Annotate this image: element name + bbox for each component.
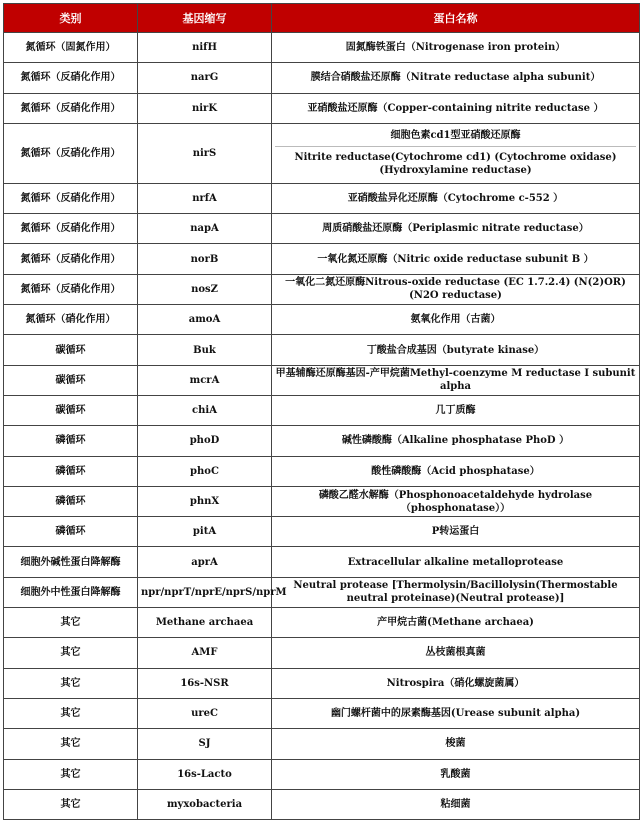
category-cell: 其它 [4, 789, 138, 819]
table-row [4, 33, 640, 63]
category-cell: 磷循环 [4, 517, 138, 547]
protein-name-en: Nitrite reductase(Cytochrome cd1) (Cytochrome oxidase) (Hydroxylamine reductase) [275, 146, 636, 177]
gene-cell: phnX [138, 486, 272, 516]
category-cell: 氮循环（硝化作用） [4, 305, 138, 335]
table-row [4, 426, 640, 456]
table-row [4, 608, 640, 638]
gene-table [3, 3, 640, 820]
table-row [4, 274, 640, 304]
protein-cell: 几丁质酶 [272, 395, 640, 425]
category-cell: 细胞外碱性蛋白降解酶 [4, 547, 138, 577]
protein-cell: 产甲烷古菌(Methane archaea) [272, 608, 640, 638]
table-row [4, 93, 640, 123]
gene-cell: narG [138, 63, 272, 93]
category-cell: 氮循环（反硝化作用） [4, 274, 138, 304]
header-category: 类别 [4, 4, 138, 33]
table-row [4, 335, 640, 365]
table-row [4, 638, 640, 668]
table-row [4, 577, 640, 607]
table-row [4, 365, 640, 395]
category-cell: 碳循环 [4, 395, 138, 425]
header-gene-abbreviation: 基因缩写 [138, 4, 272, 33]
protein-cell: 磷酸乙醛水解酶（Phosphonoacetaldehyde hydrolase（phosphonatase）） [272, 486, 640, 516]
table-row [4, 517, 640, 547]
gene-cell: nirK [138, 93, 272, 123]
header-protein-name: 蛋白名称 [272, 4, 640, 33]
gene-cell: napA [138, 214, 272, 244]
gene-cell: Buk [138, 335, 272, 365]
category-cell: 氮循环（反硝化作用） [4, 93, 138, 123]
table-row [4, 698, 640, 728]
table-row [4, 547, 640, 577]
protein-cell: Nitrospira（硝化螺旋菌属） [272, 668, 640, 698]
gene-cell: phoC [138, 456, 272, 486]
category-cell: 细胞外中性蛋白降解酶 [4, 577, 138, 607]
protein-cell: 周质硝酸盐还原酶（Periplasmic nitrate reductase） [272, 214, 640, 244]
table-row [4, 668, 640, 698]
protein-cell: P转运蛋白 [272, 517, 640, 547]
category-cell: 其它 [4, 698, 138, 728]
category-cell: 磷循环 [4, 456, 138, 486]
table-row [4, 244, 640, 274]
category-cell: 磷循环 [4, 426, 138, 456]
gene-cell: mcrA [138, 365, 272, 395]
category-cell: 其它 [4, 759, 138, 789]
table-row [4, 789, 640, 819]
protein-cell: 氨氧化作用（古菌） [272, 305, 640, 335]
protein-cell: 膜结合硝酸盐还原酶（Nitrate reductase alpha subunit） [272, 63, 640, 93]
category-cell: 氮循环（反硝化作用） [4, 244, 138, 274]
gene-cell: SJ [138, 729, 272, 759]
gene-cell: nirS [138, 123, 272, 183]
category-cell: 氮循环（反硝化作用） [4, 214, 138, 244]
table-row [4, 395, 640, 425]
protein-cell: 甲基辅酶还原酶基因-产甲烷菌Methyl-coenzyme M reductase I subunit alpha [272, 365, 640, 395]
protein-cell: 粘细菌 [272, 789, 640, 819]
gene-cell: phoD [138, 426, 272, 456]
protein-cell: 乳酸菌 [272, 759, 640, 789]
category-cell: 碳循环 [4, 365, 138, 395]
gene-cell: npr/nprT/nprE/nprS/nprM [138, 577, 272, 607]
table-row [4, 456, 640, 486]
table-body [4, 33, 640, 820]
gene-cell: pitA [138, 517, 272, 547]
gene-cell: nosZ [138, 274, 272, 304]
table-row [4, 759, 640, 789]
gene-cell: nifH [138, 33, 272, 63]
gene-cell: 16s-NSR [138, 668, 272, 698]
header-row [4, 4, 640, 33]
gene-cell: 16s-Lacto [138, 759, 272, 789]
gene-cell: norB [138, 244, 272, 274]
protein-name-zh: 细胞色素cd1型亚硝酸还原酶 [390, 130, 521, 142]
protein-cell: 丛枝菌根真菌 [272, 638, 640, 668]
protein-cell: 亚硝酸盐异化还原酶（Cytochrome c-552 ） [272, 183, 640, 213]
protein-cell: 亚硝酸盐还原酶（Copper-containing nitrite reductase ） [272, 93, 640, 123]
table-row [4, 63, 640, 93]
gene-cell: nrfA [138, 183, 272, 213]
table-row [4, 123, 640, 183]
protein-cell: 丁酸盐合成基因（butyrate kinase） [272, 335, 640, 365]
protein-cell: 固氮酶铁蛋白（Nitrogenase iron protein） [272, 33, 640, 63]
category-cell: 碳循环 [4, 335, 138, 365]
protein-cell: Neutral protease [Thermolysin/Bacillolysin(Thermostable neutral proteinase)(Neutral protease)] [272, 577, 640, 607]
category-cell: 氮循环（反硝化作用） [4, 63, 138, 93]
category-cell: 其它 [4, 608, 138, 638]
gene-cell: ureC [138, 698, 272, 728]
category-cell: 其它 [4, 729, 138, 759]
table-header [4, 4, 640, 33]
category-cell: 氮循环（反硝化作用） [4, 123, 138, 183]
gene-cell: aprA [138, 547, 272, 577]
category-cell: 氮循环（固氮作用） [4, 33, 138, 63]
protein-cell: 碱性磷酸酶（Alkaline phosphatase PhoD ） [272, 426, 640, 456]
table-row [4, 729, 640, 759]
protein-cell [272, 123, 640, 183]
table-row [4, 486, 640, 516]
category-cell: 氮循环（反硝化作用） [4, 183, 138, 213]
gene-cell: chiA [138, 395, 272, 425]
category-cell: 其它 [4, 638, 138, 668]
protein-cell: 一氧化氮还原酶（Nitric oxide reductase subunit B ） [272, 244, 640, 274]
category-cell: 磷循环 [4, 486, 138, 516]
table-row [4, 183, 640, 213]
protein-cell: 梭菌 [272, 729, 640, 759]
gene-cell: Methane archaea [138, 608, 272, 638]
gene-cell: AMF [138, 638, 272, 668]
protein-cell: 一氧化二氮还原酶Nitrous-oxide reductase (EC 1.7.2.4) (N(2)OR) (N2O reductase) [272, 274, 640, 304]
protein-cell: Extracellular alkaline metalloprotease [272, 547, 640, 577]
table-row [4, 214, 640, 244]
gene-cell: amoA [138, 305, 272, 335]
gene-cell: myxobacteria [138, 789, 272, 819]
protein-cell: 酸性磷酸酶（Acid phosphatase） [272, 456, 640, 486]
protein-cell: 幽门螺杆菌中的尿素酶基因(Urease subunit alpha) [272, 698, 640, 728]
category-cell: 其它 [4, 668, 138, 698]
table-row [4, 305, 640, 335]
